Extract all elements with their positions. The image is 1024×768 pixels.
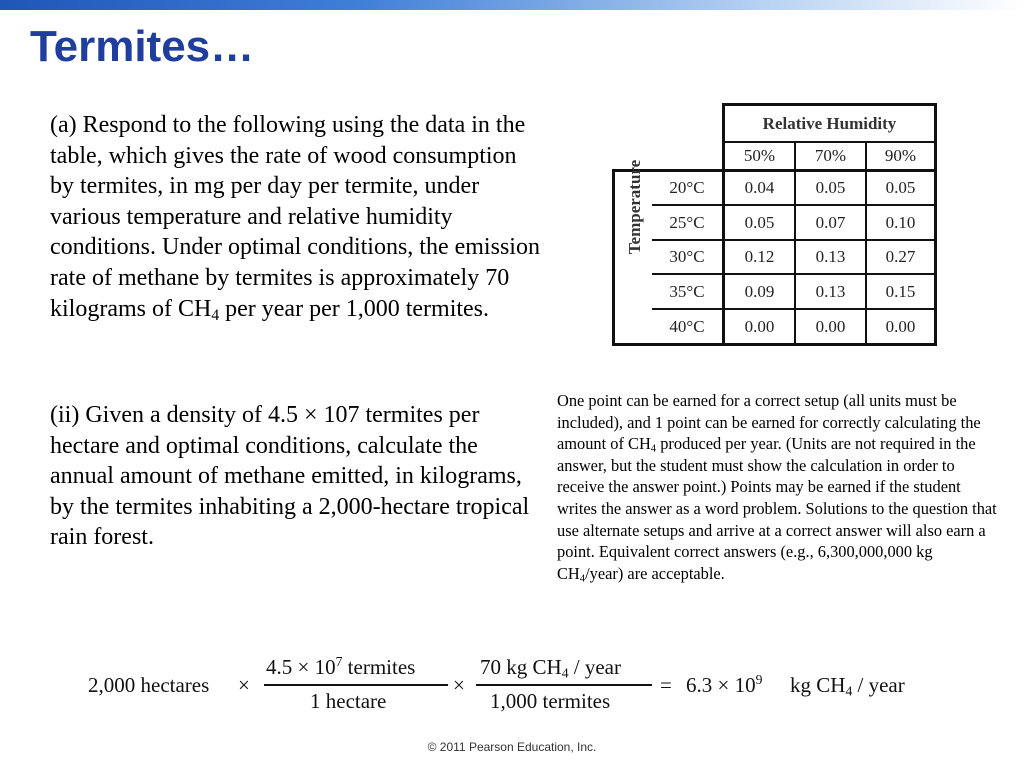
table-cell: 0.04 — [744, 178, 775, 197]
note-text-2: produced per year. (Units are not required in the answer, but the student must show the calculation in order to receive the answer point.) Points may be earned if the student writes the answer as a word problem. Solutions to the question that use alternate setups and arrive at a correct answer will also earn a point. Equivalent correct answers (e.g., 6,300,000,000 kg CH — [557, 434, 997, 583]
table-cell: 0.05 — [815, 178, 846, 197]
fraction-2-num-pre: 70 kg CH — [480, 655, 562, 679]
column-header: 50% — [743, 146, 776, 165]
fraction-2-num-post: / year — [568, 655, 621, 679]
note-subscript-1: 4 — [650, 443, 657, 455]
equation-result — [686, 673, 762, 698]
top-accent-bar — [0, 0, 1024, 10]
table-border — [612, 343, 937, 346]
table-cell: 0.10 — [885, 212, 916, 232]
result-exponent: 9 — [755, 671, 763, 687]
row-group-label: Temperature — [625, 159, 644, 255]
table-cell: 0.09 — [744, 281, 775, 301]
table-cell: 0.27 — [885, 247, 916, 266]
question-part-ii: (ii) Given a density of 4.5 × 107 termites per hectare and optimal conditions, calculate the annual amount of methane emitted, in kilograms, by the termites inhabiting a 2,000-hectare tropical rain forest. — [50, 402, 530, 551]
equation-times: × — [238, 673, 250, 697]
table-cell: 0.13 — [815, 247, 846, 266]
copyright-footer: © 2011 Pearson Education, Inc. — [427, 740, 597, 754]
equation-result-unit — [790, 673, 905, 698]
part-a-subscript: 4 — [211, 306, 220, 324]
fraction-1-numerator — [266, 655, 415, 680]
equation-term-hectares: 2,000 hectares — [88, 673, 210, 697]
fraction-2-denominator: 1,000 termites — [490, 689, 611, 713]
row-header: 40°C — [669, 316, 705, 336]
table-cell: 0.00 — [885, 316, 916, 336]
table-cell: 0.05 — [744, 212, 775, 232]
scoring-note — [557, 390, 997, 584]
consumption-table — [612, 103, 937, 346]
table-cell: 0.13 — [815, 281, 846, 301]
note-text-3: /year) are acceptable. — [585, 563, 725, 583]
fraction-1-bar — [264, 684, 448, 686]
equation-times: × — [453, 673, 465, 697]
result-unit-post: / year — [852, 673, 905, 697]
table-cell: 0.00 — [815, 316, 846, 336]
row-header: 35°C — [669, 281, 705, 301]
part-a-text-end: per year per 1,000 termites. — [219, 295, 490, 322]
row-header: 30°C — [669, 247, 705, 266]
methane-equation — [88, 650, 948, 720]
equation-equals: = — [660, 673, 672, 697]
question-part-a — [50, 110, 540, 324]
result-unit-pre: kg CH — [790, 673, 846, 697]
row-header: 25°C — [669, 212, 705, 232]
fraction-1-num-base: 4.5 × 10 — [266, 655, 336, 679]
table-cell: 0.07 — [815, 212, 846, 232]
part-a-text: (a) Respond to the following using the data in the table, which gives the rate of wood consumption by termites, in mg per day per termite, under various temperature and relative humidity conditions. Under optimal conditions, the emission rate of methane by termites is approximately 70 kilograms of CH — [50, 112, 540, 322]
note-subscript-2: 4 — [579, 573, 586, 585]
fraction-1-num-exponent: 7 — [335, 653, 343, 669]
result-base: 6.3 × 10 — [686, 673, 756, 697]
fraction-2-bar — [476, 684, 652, 686]
fraction-1-denominator: 1 hectare — [310, 689, 387, 713]
table-cell: 0.05 — [885, 178, 916, 197]
table-cell: 0.15 — [885, 281, 916, 301]
row-header: 20°C — [669, 178, 705, 197]
fraction-1-num-unit: termites — [342, 655, 416, 679]
table-cell: 0.00 — [744, 316, 775, 336]
result-unit-subscript: 4 — [845, 683, 853, 699]
slide-title: Termites… — [30, 22, 255, 71]
column-group-header: Relative Humidity — [762, 113, 897, 133]
table-border — [612, 169, 615, 346]
fraction-2-num-subscript: 4 — [561, 665, 569, 681]
fraction-2-numerator — [480, 655, 621, 680]
note-text-1: One point can be earned for a correct setup (all units must be included), and 1 point can be earned for correctly calculating the amount of CH — [557, 391, 981, 454]
column-header: 70% — [814, 146, 847, 165]
column-header: 90% — [884, 146, 917, 165]
table-cell: 0.12 — [744, 247, 775, 266]
